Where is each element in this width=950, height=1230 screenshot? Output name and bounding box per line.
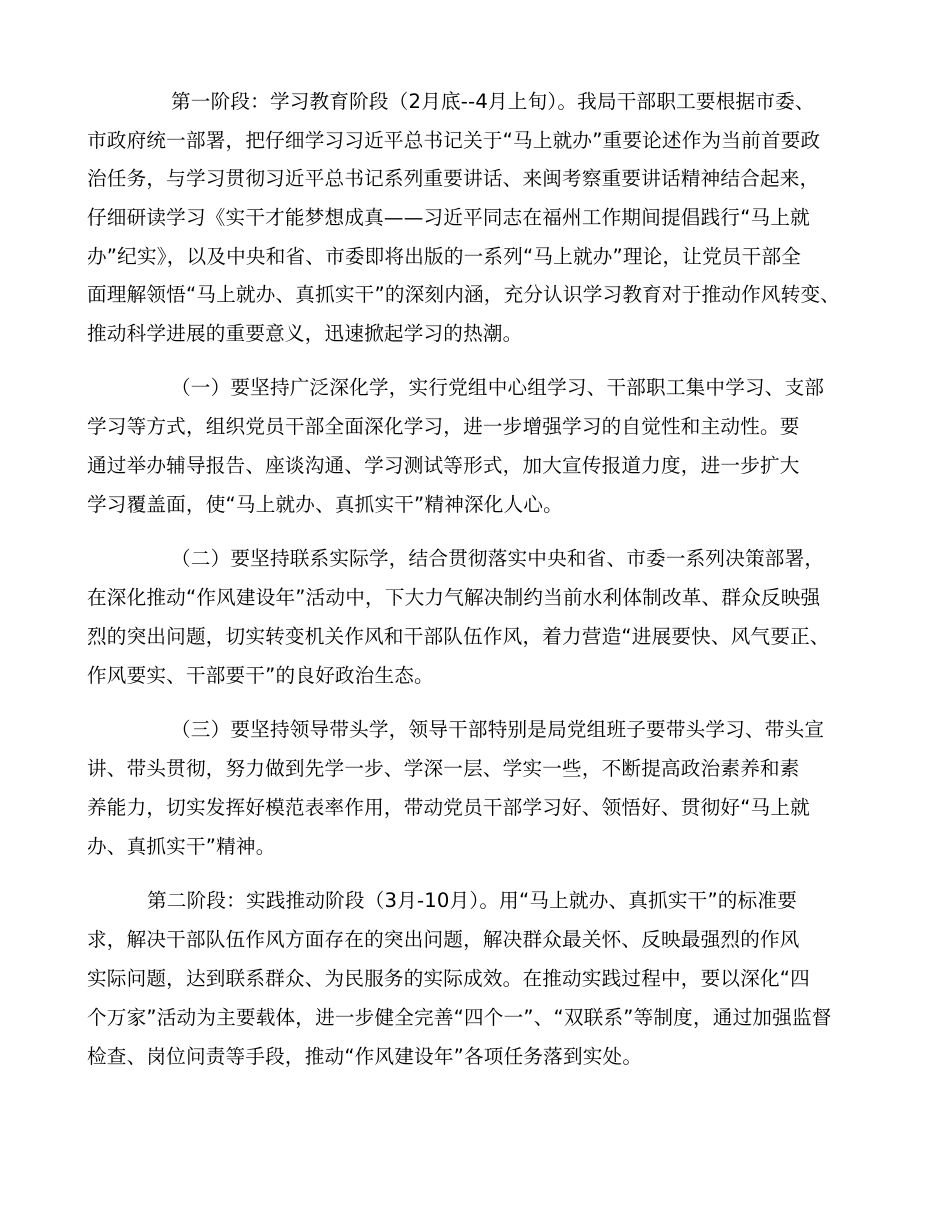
text-line: 治任务，与学习贯彻习近平总书记系列重要讲话、来闽考察重要讲话精神结合起来，	[87, 167, 820, 190]
text-line: 求，解决干部队伍作风方面存在的突出问题，解决群众最关怀、反映最强烈的作风	[87, 928, 800, 951]
text-line: 第二阶段：实践推动阶段（3月-10月）。用“马上就办、真抓实干”的标准要	[147, 889, 797, 912]
text-line: 检查、岗位问责等手段，推动“作风建设年”各项任务落到实处。	[87, 1045, 643, 1068]
text-line: 作风要实、干部要干”的良好政治生态。	[87, 664, 434, 687]
text-line: 学习等方式，组织党员干部全面深化学习，进一步增强学习的自觉性和主动性。要	[87, 415, 800, 438]
text-line: 第一阶段：学习教育阶段（2月底--4月上旬）。我局干部职工要根据市委、	[171, 90, 815, 113]
text-line: （一）要坚持广泛深化学，实行党组中心组学习、干部职工集中学习、支部	[171, 376, 825, 399]
text-line: 市政府统一部署，把仔细学习习近平总书记关于“马上就办”重要论述作为当前首要政	[87, 129, 821, 152]
text-line: （三）要坚持领导带头学，领导干部特别是局党组班子要带头学习、带头宣	[171, 718, 825, 741]
text-line: 个万家”活动为主要载体，进一步健全完善“四个一”、“双联系”等制度，通过加强监督	[87, 1006, 832, 1029]
text-line: 办”纪实》，以及中央和省、市委即将出版的一系列“马上就办”理论，让党员干部全	[87, 245, 802, 268]
text-line: 学习覆盖面，使“马上就办、真抓实干”精神深化人心。	[87, 493, 563, 516]
text-line: 实际问题，达到联系群众、为民服务的实际成效。在推动实践过程中，要以深化“四	[87, 967, 810, 990]
text-line: 推动科学进展的重要意义，迅速掀起学习的热潮。	[87, 322, 523, 345]
text-line: 讲、带头贯彻，努力做到先学一步、学深一层、学实一些，不断提高政治素养和素	[87, 757, 800, 780]
text-line: 仔细研读学习《实干才能梦想成真——习近平同志在福州工作期间提倡践行“马上就	[87, 206, 810, 229]
text-line: 面理解领悟“马上就办、真抓实干”的深刻内涵，充分认识学习教育对于推动作风转变、	[87, 283, 841, 306]
text-line: 养能力，切实发挥好模范表率作用，带动党员干部学习好、领悟好、贯彻好“马上就	[87, 796, 810, 819]
text-line: 办、真抓实干”精神。	[87, 835, 276, 858]
text-line: 在深化推动“作风建设年”活动中，下大力气解决制约当前水利体制改革、群众反映强	[87, 586, 821, 609]
text-line: 烈的突出问题，切实转变机关作风和干部队伍作风，着力营造“进展要快、风气要正、	[87, 625, 830, 648]
text-line: 通过举办辅导报告、座谈沟通、学习测试等形式，加大宣传报道力度，进一步扩大	[87, 454, 800, 477]
text-line: （二）要坚持联系实际学，结合贯彻落实中央和省、市委一系列决策部署，	[171, 547, 825, 570]
